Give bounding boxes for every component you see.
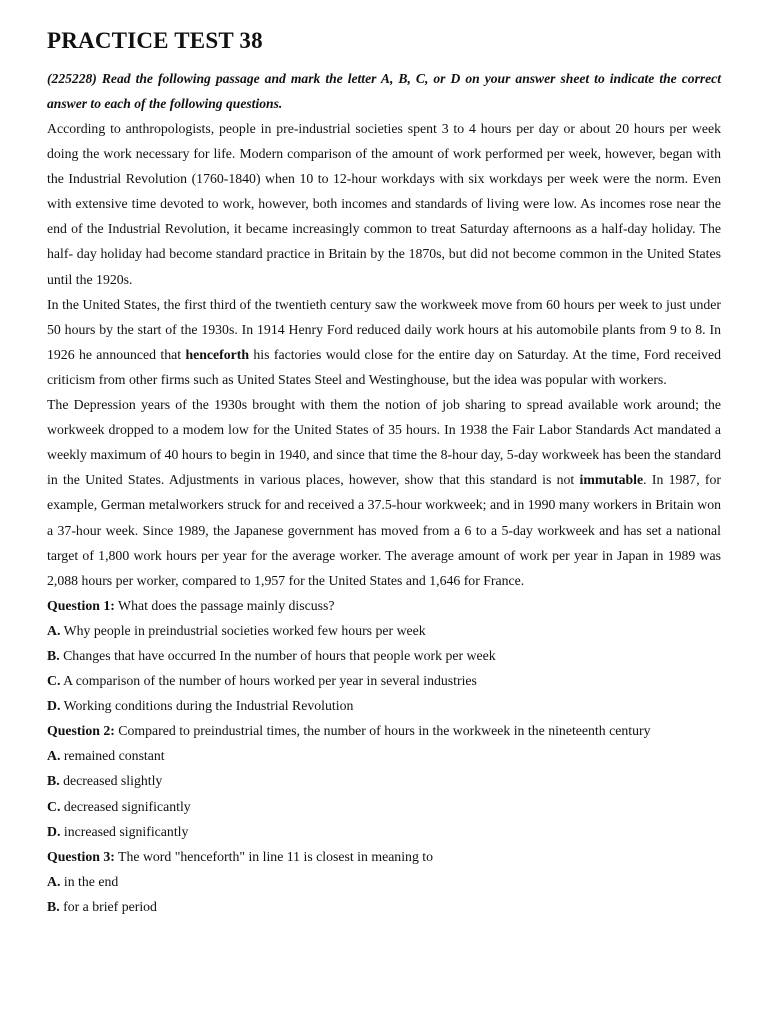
option-text: for a brief period bbox=[59, 898, 157, 914]
question-stem bbox=[47, 593, 721, 618]
option-letter: D. bbox=[47, 698, 61, 714]
option-text: decreased significantly bbox=[60, 798, 191, 814]
option-letter: C. bbox=[47, 798, 61, 814]
question-stem bbox=[47, 844, 721, 869]
answer-option-b bbox=[47, 643, 721, 668]
passage-paragraph-1: According to anthropologists, people in pre-industrial societies spent 3 to 4 hours per day or about 20 hours per week doing the work necessary for life. Modern comparison of the amount of work performed per week, however, began with the Industrial Revolution (1760-1840) when 10 to 12-hour workdays with six workdays per week were the norm. Even with extensive time devoted to work, however, both incomes and standards of living were low. As incomes rose near the end of the Industrial Revolution, it became increasingly common to treat Saturday afternoons as a half-day holiday. The half- day holiday had become standard practice in Britain by the 1870s, but did not become common in the United States until the 1920s. bbox=[47, 121, 721, 287]
question-label: Question 1: bbox=[47, 597, 115, 613]
question-text: What does the passage mainly discuss? bbox=[114, 597, 335, 613]
option-letter: D. bbox=[47, 823, 61, 839]
option-letter: A. bbox=[47, 873, 61, 889]
option-text: decreased slightly bbox=[59, 773, 163, 789]
option-text: in the end bbox=[60, 873, 119, 889]
question-stem bbox=[47, 718, 721, 743]
passage-text: his factories would close for the entire day on Saturday. At the time, Ford received criticism from other firms such as United States Steel and Westinghouse, but the idea was popular with workers. bbox=[47, 346, 721, 387]
reading-passage bbox=[47, 116, 721, 593]
option-letter: B. bbox=[47, 647, 60, 663]
answer-option-d bbox=[47, 819, 721, 844]
instruction-text: (225228) Read the following passage and mark the letter A, B, C, or D on your answer sheet to indicate the correct answer to each of the following questions. bbox=[47, 71, 721, 111]
passage-text: . In 1987, for example, German metalworkers struck for and received a 37.5-hour workweek; and in 1990 many workers in Britain won a 37-hour week. Since 1989, the Japanese government has moved from a 6 to a 5-day workweek and has set a national target of 1,800 work hours per year for the average worker. The average amount of work per year in Japan in 1989 was 2,088 hours per worker, compared to 1,957 for the United States and 1,646 for France. bbox=[47, 472, 722, 588]
option-letter: A. bbox=[47, 622, 61, 638]
question-text: Compared to preindustrial times, the number of hours in the workweek in the nineteenth century bbox=[114, 723, 651, 739]
option-letter: B. bbox=[47, 898, 60, 914]
passage-text: The Depression years of the 1930s brought with them the notion of job sharing to spread available work around; the workweek dropped to a modem low for the United States of 35 hours. In 1938 the Fair Labor Standards Act mandated a weekly maximum of 40 hours to begin in 1940, and since that time the 8-hour day, 5-day workweek has been the standard in the United States. Adjustments in various places, however, show that this standard is not bbox=[47, 397, 721, 488]
option-text: increased significantly bbox=[60, 823, 189, 839]
question-label: Question 2: bbox=[47, 723, 115, 739]
option-letter: B. bbox=[47, 773, 60, 789]
option-text: Changes that have occurred In the number of hours that people work per week bbox=[59, 647, 496, 663]
question-1 bbox=[47, 593, 721, 718]
answer-option-a bbox=[47, 743, 721, 768]
option-letter: A. bbox=[47, 748, 61, 764]
option-letter: C. bbox=[47, 673, 61, 689]
question-label: Question 3: bbox=[47, 848, 115, 864]
option-text: remained constant bbox=[60, 748, 165, 764]
answer-option-a bbox=[47, 618, 721, 643]
question-3 bbox=[47, 844, 721, 919]
answer-option-d bbox=[47, 693, 721, 718]
answer-option-c bbox=[47, 668, 721, 693]
document-page bbox=[47, 28, 721, 919]
page-title: PRACTICE TEST 38 bbox=[47, 28, 263, 53]
passage-paragraph-3 bbox=[47, 392, 721, 593]
answer-option-a bbox=[47, 869, 721, 894]
highlighted-word-immutable: immutable bbox=[579, 472, 644, 488]
passage-paragraph-2 bbox=[47, 292, 721, 392]
question-2 bbox=[47, 718, 721, 843]
passage-text: In the United States, the first third of the twentieth century saw the workweek move from 60 hours per week to just under 50 hours by the start of the 1930s. In 1914 Henry Ford reduced daily work hours at his automobile plants from 9 to 8. In 1926 he announced that bbox=[47, 296, 721, 362]
answer-option-b bbox=[47, 768, 721, 793]
answer-option-b bbox=[47, 894, 721, 919]
answer-option-c bbox=[47, 794, 721, 819]
option-text: Working conditions during the Industrial Revolution bbox=[60, 698, 354, 714]
question-text: The word "henceforth" in line 11 is closest in meaning to bbox=[114, 848, 434, 864]
highlighted-word-henceforth: henceforth bbox=[185, 346, 250, 362]
option-text: Why people in preindustrial societies worked few hours per week bbox=[60, 622, 426, 638]
option-text: A comparison of the number of hours worked per year in several industries bbox=[60, 673, 477, 689]
